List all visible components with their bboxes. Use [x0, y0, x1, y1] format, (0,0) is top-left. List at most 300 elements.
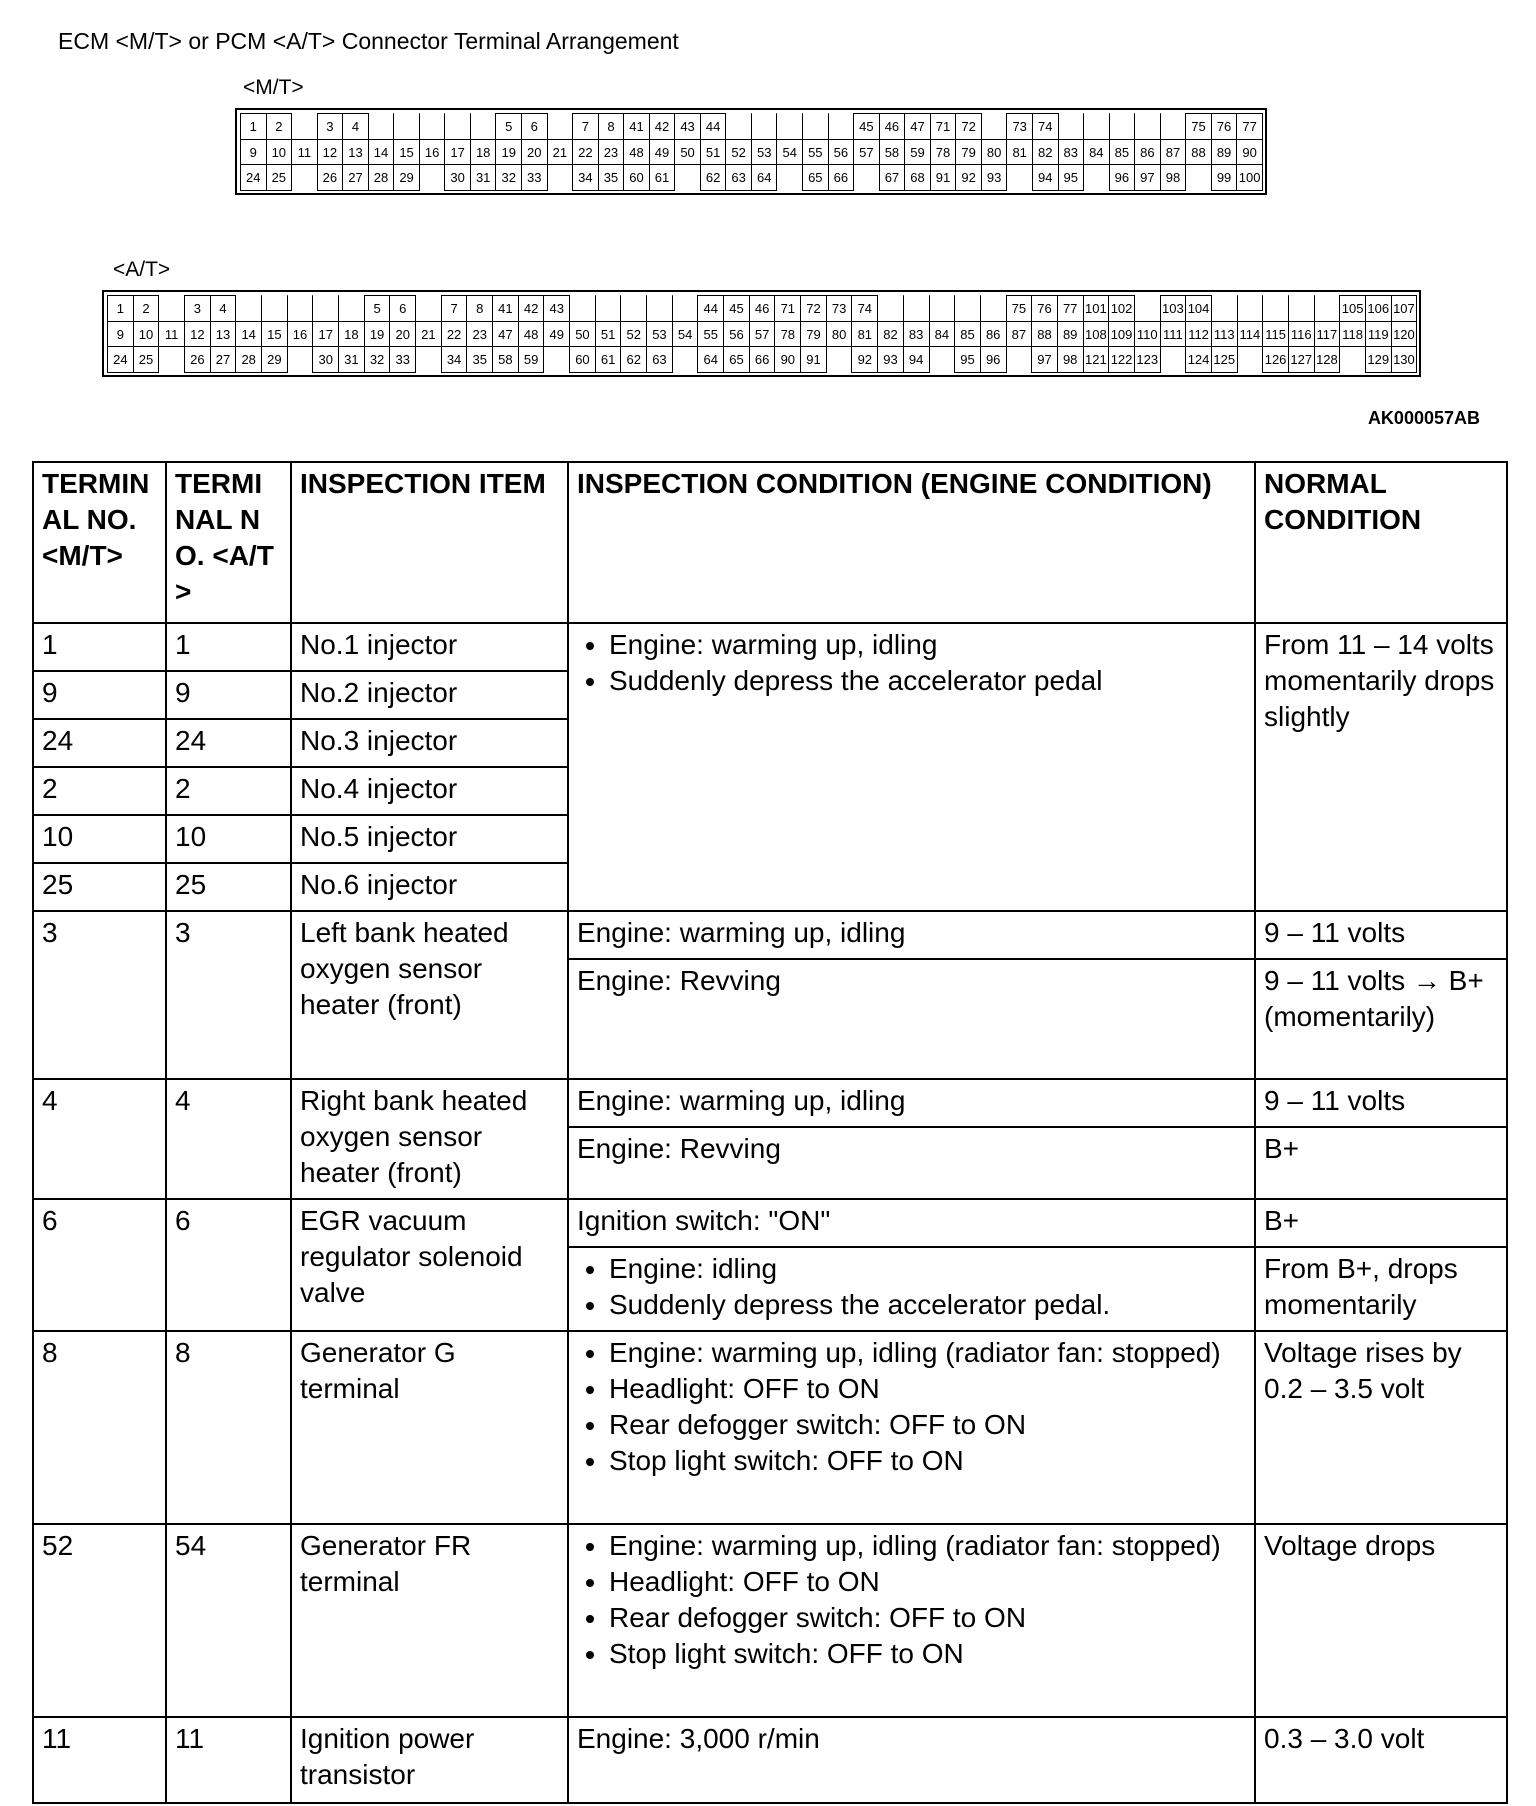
connector-pin: 55 [802, 139, 829, 166]
connector-gap [674, 164, 701, 191]
connector-gap [776, 113, 803, 140]
connector-pin: 95 [954, 346, 981, 373]
cell-item: No.4 injector [291, 767, 568, 815]
connector-pin: 121 [1083, 346, 1110, 373]
connector-pin: 22 [572, 139, 599, 166]
header-inspection-condition: INSPECTION CONDITION (ENGINE CONDITION) [568, 462, 1255, 623]
connector-pin: 11 [158, 321, 185, 348]
connector-pin: 13 [210, 321, 237, 348]
connector-pin: 103 [1160, 295, 1187, 322]
connector-gap [646, 295, 673, 322]
connector-pin: 124 [1185, 346, 1212, 373]
connector-pin: 7 [441, 295, 468, 322]
table-row [33, 1079, 1507, 1127]
connector-pin: 130 [1391, 346, 1418, 373]
connector-pin: 83 [903, 321, 930, 348]
connector-pin: 15 [393, 139, 420, 166]
connector-gap [828, 113, 855, 140]
connector-pin: 10 [133, 321, 160, 348]
page-title: ECM <M/T> or PCM <A/T> Connector Terminal Arrangement [58, 28, 679, 54]
connector-pin: 85 [954, 321, 981, 348]
connector-pin: 110 [1134, 321, 1161, 348]
connector-pin: 18 [338, 321, 365, 348]
connector-pin: 120 [1391, 321, 1418, 348]
connector-pin: 85 [1109, 139, 1136, 166]
connector-pin: 63 [646, 346, 673, 373]
connector-pin: 19 [364, 321, 391, 348]
cell-normal: B+ [1255, 1199, 1507, 1247]
cell-at: 9 [166, 671, 291, 719]
connector-pin: 76 [1031, 295, 1058, 322]
connector-pin: 82 [1032, 139, 1059, 166]
connector-pin: 20 [389, 321, 416, 348]
connector-gap [1185, 164, 1212, 191]
connector-pin: 81 [851, 321, 878, 348]
connector-pin: 33 [521, 164, 548, 191]
cell-mt: 10 [33, 815, 166, 863]
connector-pin: 80 [981, 139, 1008, 166]
connector-gap [158, 295, 185, 322]
cell-condition [568, 623, 1255, 911]
connector-pin: 71 [774, 295, 801, 322]
connector-pin: 15 [261, 321, 288, 348]
connector-pin: 91 [800, 346, 827, 373]
connector-pin: 49 [543, 321, 570, 348]
connector-pin: 114 [1237, 321, 1264, 348]
condition-bullet: • Rear defogger switch: OFF to ON [609, 1600, 1246, 1636]
connector-gap [776, 164, 803, 191]
cell-condition [568, 1331, 1255, 1524]
connector-pin: 57 [853, 139, 880, 166]
connector-gap [569, 295, 596, 322]
connector-pin: 5 [364, 295, 391, 322]
connector-gap [980, 295, 1007, 322]
connector-pin: 21 [415, 321, 442, 348]
condition-bullet: • Engine: warming up, idling [609, 627, 1246, 663]
connector-pin: 34 [572, 164, 599, 191]
connector-gap [543, 346, 570, 373]
cell-item: No.5 injector [291, 815, 568, 863]
connector-pin: 29 [393, 164, 420, 191]
connector-pin: 63 [725, 164, 752, 191]
connector-pin: 73 [826, 295, 853, 322]
connector-gap [954, 295, 981, 322]
connector-pin: 50 [674, 139, 701, 166]
connector-pin: 98 [1160, 164, 1187, 191]
cell-normal: 9 – 11 volts → B+ (momentarily) [1255, 959, 1507, 1079]
connector-pin: 8 [598, 113, 625, 140]
connector-pin: 80 [826, 321, 853, 348]
cell-mt: 24 [33, 719, 166, 767]
connector-gap [547, 164, 574, 191]
condition-bullet: • Engine: warming up, idling (radiator fan: stopped) [609, 1335, 1246, 1371]
cell-normal: 9 – 11 volts [1255, 1079, 1507, 1127]
connector-gap [877, 295, 904, 322]
connector-pin: 118 [1339, 321, 1366, 348]
connector-pin: 116 [1288, 321, 1315, 348]
connector-pin: 19 [495, 139, 522, 166]
connector-pin: 65 [723, 346, 750, 373]
connector-pin: 35 [466, 346, 493, 373]
connector-pin: 20 [521, 139, 548, 166]
connector-gap [929, 346, 956, 373]
connector-gap [287, 295, 314, 322]
cell-at: 10 [166, 815, 291, 863]
connector-pin: 14 [235, 321, 262, 348]
connector-pin: 17 [444, 139, 471, 166]
connector-pin: 45 [723, 295, 750, 322]
connector-pin: 31 [338, 346, 365, 373]
connector-pin: 3 [317, 113, 344, 140]
connector-pin: 13 [342, 139, 369, 166]
connector-gap [368, 113, 395, 140]
connector-pin: 51 [595, 321, 622, 348]
connector-pin: 56 [723, 321, 750, 348]
connector-pin: 64 [697, 346, 724, 373]
cell-item: EGR vacuum regulator solenoid valve [291, 1199, 568, 1331]
connector-pin: 77 [1057, 295, 1084, 322]
cell-item: Generator G terminal [291, 1331, 568, 1524]
connector-pin: 68 [904, 164, 931, 191]
connector-pin: 18 [470, 139, 497, 166]
condition-bullet: • Suddenly depress the accelerator pedal [609, 663, 1246, 699]
cell-item: No.2 injector [291, 671, 568, 719]
connector-pin: 16 [287, 321, 314, 348]
connector-pin: 32 [364, 346, 391, 373]
connector-pin: 90 [1236, 139, 1263, 166]
cell-normal: B+ [1255, 1127, 1507, 1199]
connector-pin: 126 [1262, 346, 1289, 373]
connector-pin: 34 [441, 346, 468, 373]
connector-pin: 102 [1108, 295, 1135, 322]
connector-pin: 74 [851, 295, 878, 322]
cell-at: 25 [166, 863, 291, 911]
cell-item: No.3 injector [291, 719, 568, 767]
figure-code: AK000057AB [1367, 408, 1480, 428]
table-row [33, 911, 1507, 959]
connector-pin: 92 [955, 164, 982, 191]
connector-gap [1134, 295, 1161, 322]
cell-mt: 6 [33, 1199, 166, 1331]
connector-gap [1160, 346, 1187, 373]
cell-at: 54 [166, 1524, 291, 1717]
connector-pin: 10 [266, 139, 293, 166]
connector-pin: 66 [749, 346, 776, 373]
connector-pin: 87 [1160, 139, 1187, 166]
connector-pin: 26 [184, 346, 211, 373]
connector-pin: 53 [646, 321, 673, 348]
connector-gap [981, 113, 1008, 140]
table-row [33, 1717, 1507, 1803]
connector-pin: 21 [547, 139, 574, 166]
connector-pin: 35 [598, 164, 625, 191]
connector-gap [672, 295, 699, 322]
connector-pin: 72 [800, 295, 827, 322]
connector-pin: 28 [368, 164, 395, 191]
connector-pin: 49 [649, 139, 676, 166]
connector-pin: 6 [389, 295, 416, 322]
connector-pin: 12 [184, 321, 211, 348]
connector-pin: 22 [441, 321, 468, 348]
condition-bullet: • Suddenly depress the accelerator pedal. [609, 1287, 1246, 1323]
connector-pin: 25 [266, 164, 293, 191]
connector-gap [1058, 113, 1085, 140]
connector-pin: 8 [466, 295, 493, 322]
connector-pin: 24 [107, 346, 134, 373]
connector-gap [1211, 295, 1238, 322]
connector-gap [1109, 113, 1136, 140]
connector-pin: 122 [1108, 346, 1135, 373]
connector-pin: 56 [828, 139, 855, 166]
cell-normal: From B+, drops momentarily [1255, 1247, 1507, 1331]
connector-gap [751, 113, 778, 140]
connector-pin: 89 [1211, 139, 1238, 166]
connector-pin: 2 [133, 295, 160, 322]
connector-pin: 41 [623, 113, 650, 140]
connector-pin: 64 [751, 164, 778, 191]
connector-pin: 94 [903, 346, 930, 373]
connector-gap [1339, 346, 1366, 373]
connector-pin: 25 [133, 346, 160, 373]
connector-pin: 61 [595, 346, 622, 373]
table-row [33, 623, 1507, 671]
cell-normal: Voltage drops [1255, 1524, 1507, 1717]
cell-mt: 3 [33, 911, 166, 1079]
connector-pin: 99 [1211, 164, 1238, 191]
connector-pin: 4 [210, 295, 237, 322]
connector-pin: 95 [1058, 164, 1085, 191]
connector-pin: 27 [210, 346, 237, 373]
connector-pin: 45 [853, 113, 880, 140]
connector-pin: 58 [492, 346, 519, 373]
connector-gap [547, 113, 574, 140]
connector-gap [1006, 164, 1033, 191]
connector-gap [1160, 113, 1187, 140]
connector-pin: 67 [879, 164, 906, 191]
cell-at: 24 [166, 719, 291, 767]
connector-pin: 24 [240, 164, 267, 191]
connector-pin: 9 [240, 139, 267, 166]
connector-pin: 97 [1134, 164, 1161, 191]
connector-pin: 53 [751, 139, 778, 166]
connector-gap [261, 295, 288, 322]
condition-bullet: • Headlight: OFF to ON [609, 1371, 1246, 1407]
connector-pin: 127 [1288, 346, 1315, 373]
mt-connector-label: <M/T> [243, 76, 304, 99]
connector-gap [725, 113, 752, 140]
connector-pin: 9 [107, 321, 134, 348]
connector-gap [929, 295, 956, 322]
cell-condition: Engine: warming up, idling [568, 1079, 1255, 1127]
connector-pin: 84 [929, 321, 956, 348]
connector-gap [1083, 164, 1110, 191]
connector-pin: 87 [1006, 321, 1033, 348]
connector-pin: 41 [492, 295, 519, 322]
cell-condition: Engine: Revving [568, 959, 1255, 1079]
cell-mt: 9 [33, 671, 166, 719]
connector-gap [312, 295, 339, 322]
connector-gap [415, 346, 442, 373]
cell-item: Left bank heated oxygen sensor heater (front) [291, 911, 568, 1079]
cell-normal: 9 – 11 volts [1255, 911, 1507, 959]
cell-at: 8 [166, 1331, 291, 1524]
connector-pin: 59 [904, 139, 931, 166]
condition-bullet: • Rear defogger switch: OFF to ON [609, 1407, 1246, 1443]
cell-item: No.6 injector [291, 863, 568, 911]
connector-pin: 46 [879, 113, 906, 140]
connector-pin: 75 [1185, 113, 1212, 140]
connector-gap [291, 113, 318, 140]
cell-condition: Engine: warming up, idling [568, 911, 1255, 959]
mt-connector-diagram [235, 108, 1267, 195]
connector-gap [620, 295, 647, 322]
connector-gap [1083, 113, 1110, 140]
cell-item: Right bank heated oxygen sensor heater (front) [291, 1079, 568, 1199]
connector-pin: 52 [725, 139, 752, 166]
cell-mt: 25 [33, 863, 166, 911]
connector-pin: 91 [930, 164, 957, 191]
connector-pin: 107 [1391, 295, 1418, 322]
cell-at: 6 [166, 1199, 291, 1331]
connector-pin: 96 [1109, 164, 1136, 191]
table-row [33, 1331, 1507, 1524]
connector-pin: 57 [749, 321, 776, 348]
cell-mt: 1 [33, 623, 166, 671]
connector-pin: 128 [1314, 346, 1341, 373]
connector-pin: 73 [1006, 113, 1033, 140]
connector-pin: 86 [980, 321, 1007, 348]
connector-gap [419, 113, 446, 140]
cell-mt: 8 [33, 1331, 166, 1524]
connector-pin: 78 [930, 139, 957, 166]
connector-gap [419, 164, 446, 191]
connector-gap [291, 164, 318, 191]
connector-pin: 48 [518, 321, 545, 348]
connector-pin: 23 [466, 321, 493, 348]
connector-gap [287, 346, 314, 373]
table-header-row [33, 462, 1507, 623]
connector-pin: 54 [672, 321, 699, 348]
cell-at: 1 [166, 623, 291, 671]
connector-pin: 43 [674, 113, 701, 140]
terminal-inspection-table [32, 461, 1508, 1804]
cell-condition: Engine: Revving [568, 1127, 1255, 1199]
connector-pin: 60 [569, 346, 596, 373]
connector-pin: 78 [774, 321, 801, 348]
connector-pin: 1 [240, 113, 267, 140]
connector-pin: 108 [1083, 321, 1110, 348]
connector-pin: 50 [569, 321, 596, 348]
connector-pin: 77 [1236, 113, 1263, 140]
connector-pin: 44 [697, 295, 724, 322]
connector-pin: 32 [495, 164, 522, 191]
connector-gap [338, 295, 365, 322]
connector-pin: 33 [389, 346, 416, 373]
connector-pin: 58 [879, 139, 906, 166]
connector-gap [1237, 295, 1264, 322]
connector-pin: 93 [981, 164, 1008, 191]
connector-gap [158, 346, 185, 373]
table-row [33, 1524, 1507, 1717]
connector-pin: 28 [235, 346, 262, 373]
connector-pin: 81 [1006, 139, 1033, 166]
connector-pin: 1 [107, 295, 134, 322]
cell-condition [568, 1524, 1255, 1717]
cell-condition [568, 1247, 1255, 1331]
connector-pin: 76 [1211, 113, 1238, 140]
condition-bullet: • Headlight: OFF to ON [609, 1564, 1246, 1600]
connector-pin: 27 [342, 164, 369, 191]
table-row [33, 1199, 1507, 1247]
connector-gap [1288, 295, 1315, 322]
cell-item: Generator FR terminal [291, 1524, 568, 1717]
connector-pin: 2 [266, 113, 293, 140]
connector-pin: 71 [930, 113, 957, 140]
connector-gap [826, 346, 853, 373]
connector-pin: 119 [1365, 321, 1392, 348]
connector-pin: 105 [1339, 295, 1366, 322]
cell-mt: 4 [33, 1079, 166, 1199]
connector-gap [470, 113, 497, 140]
header-terminal-mt: TERMINAL NO. <M/T> [33, 462, 166, 623]
header-normal-condition: NORMAL CONDITION [1255, 462, 1507, 623]
cell-at: 3 [166, 911, 291, 1079]
connector-pin: 51 [700, 139, 727, 166]
connector-pin: 11 [291, 139, 318, 166]
connector-pin: 43 [543, 295, 570, 322]
at-connector-label: <A/T> [113, 258, 171, 281]
connector-pin: 93 [877, 346, 904, 373]
connector-gap [444, 113, 471, 140]
connector-gap [393, 113, 420, 140]
connector-pin: 62 [620, 346, 647, 373]
connector-pin: 106 [1365, 295, 1392, 322]
connector-pin: 90 [774, 346, 801, 373]
connector-gap [1134, 113, 1161, 140]
connector-pin: 129 [1365, 346, 1392, 373]
connector-pin: 47 [904, 113, 931, 140]
at-connector-diagram [102, 290, 1421, 377]
connector-pin: 17 [312, 321, 339, 348]
connector-pin: 84 [1083, 139, 1110, 166]
connector-pin: 48 [623, 139, 650, 166]
connector-gap [802, 113, 829, 140]
connector-pin: 104 [1185, 295, 1212, 322]
connector-pin: 44 [700, 113, 727, 140]
cell-mt: 11 [33, 1717, 166, 1803]
connector-pin: 115 [1262, 321, 1289, 348]
connector-pin: 3 [184, 295, 211, 322]
cell-item: Ignition power transistor [291, 1717, 568, 1803]
connector-pin: 16 [419, 139, 446, 166]
connector-pin: 94 [1032, 164, 1059, 191]
connector-pin: 101 [1083, 295, 1110, 322]
connector-pin: 117 [1314, 321, 1341, 348]
connector-pin: 113 [1211, 321, 1238, 348]
connector-pin: 79 [800, 321, 827, 348]
connector-pin: 30 [444, 164, 471, 191]
cell-mt: 2 [33, 767, 166, 815]
condition-bullet: • Engine: warming up, idling (radiator fan: stopped) [609, 1528, 1246, 1564]
cell-at: 11 [166, 1717, 291, 1803]
connector-gap [1314, 295, 1341, 322]
connector-pin: 125 [1211, 346, 1238, 373]
cell-normal: From 11 – 14 volts momentarily drops slightly [1255, 623, 1507, 911]
connector-pin: 62 [700, 164, 727, 191]
connector-gap [672, 346, 699, 373]
connector-pin: 42 [649, 113, 676, 140]
connector-pin: 12 [317, 139, 344, 166]
